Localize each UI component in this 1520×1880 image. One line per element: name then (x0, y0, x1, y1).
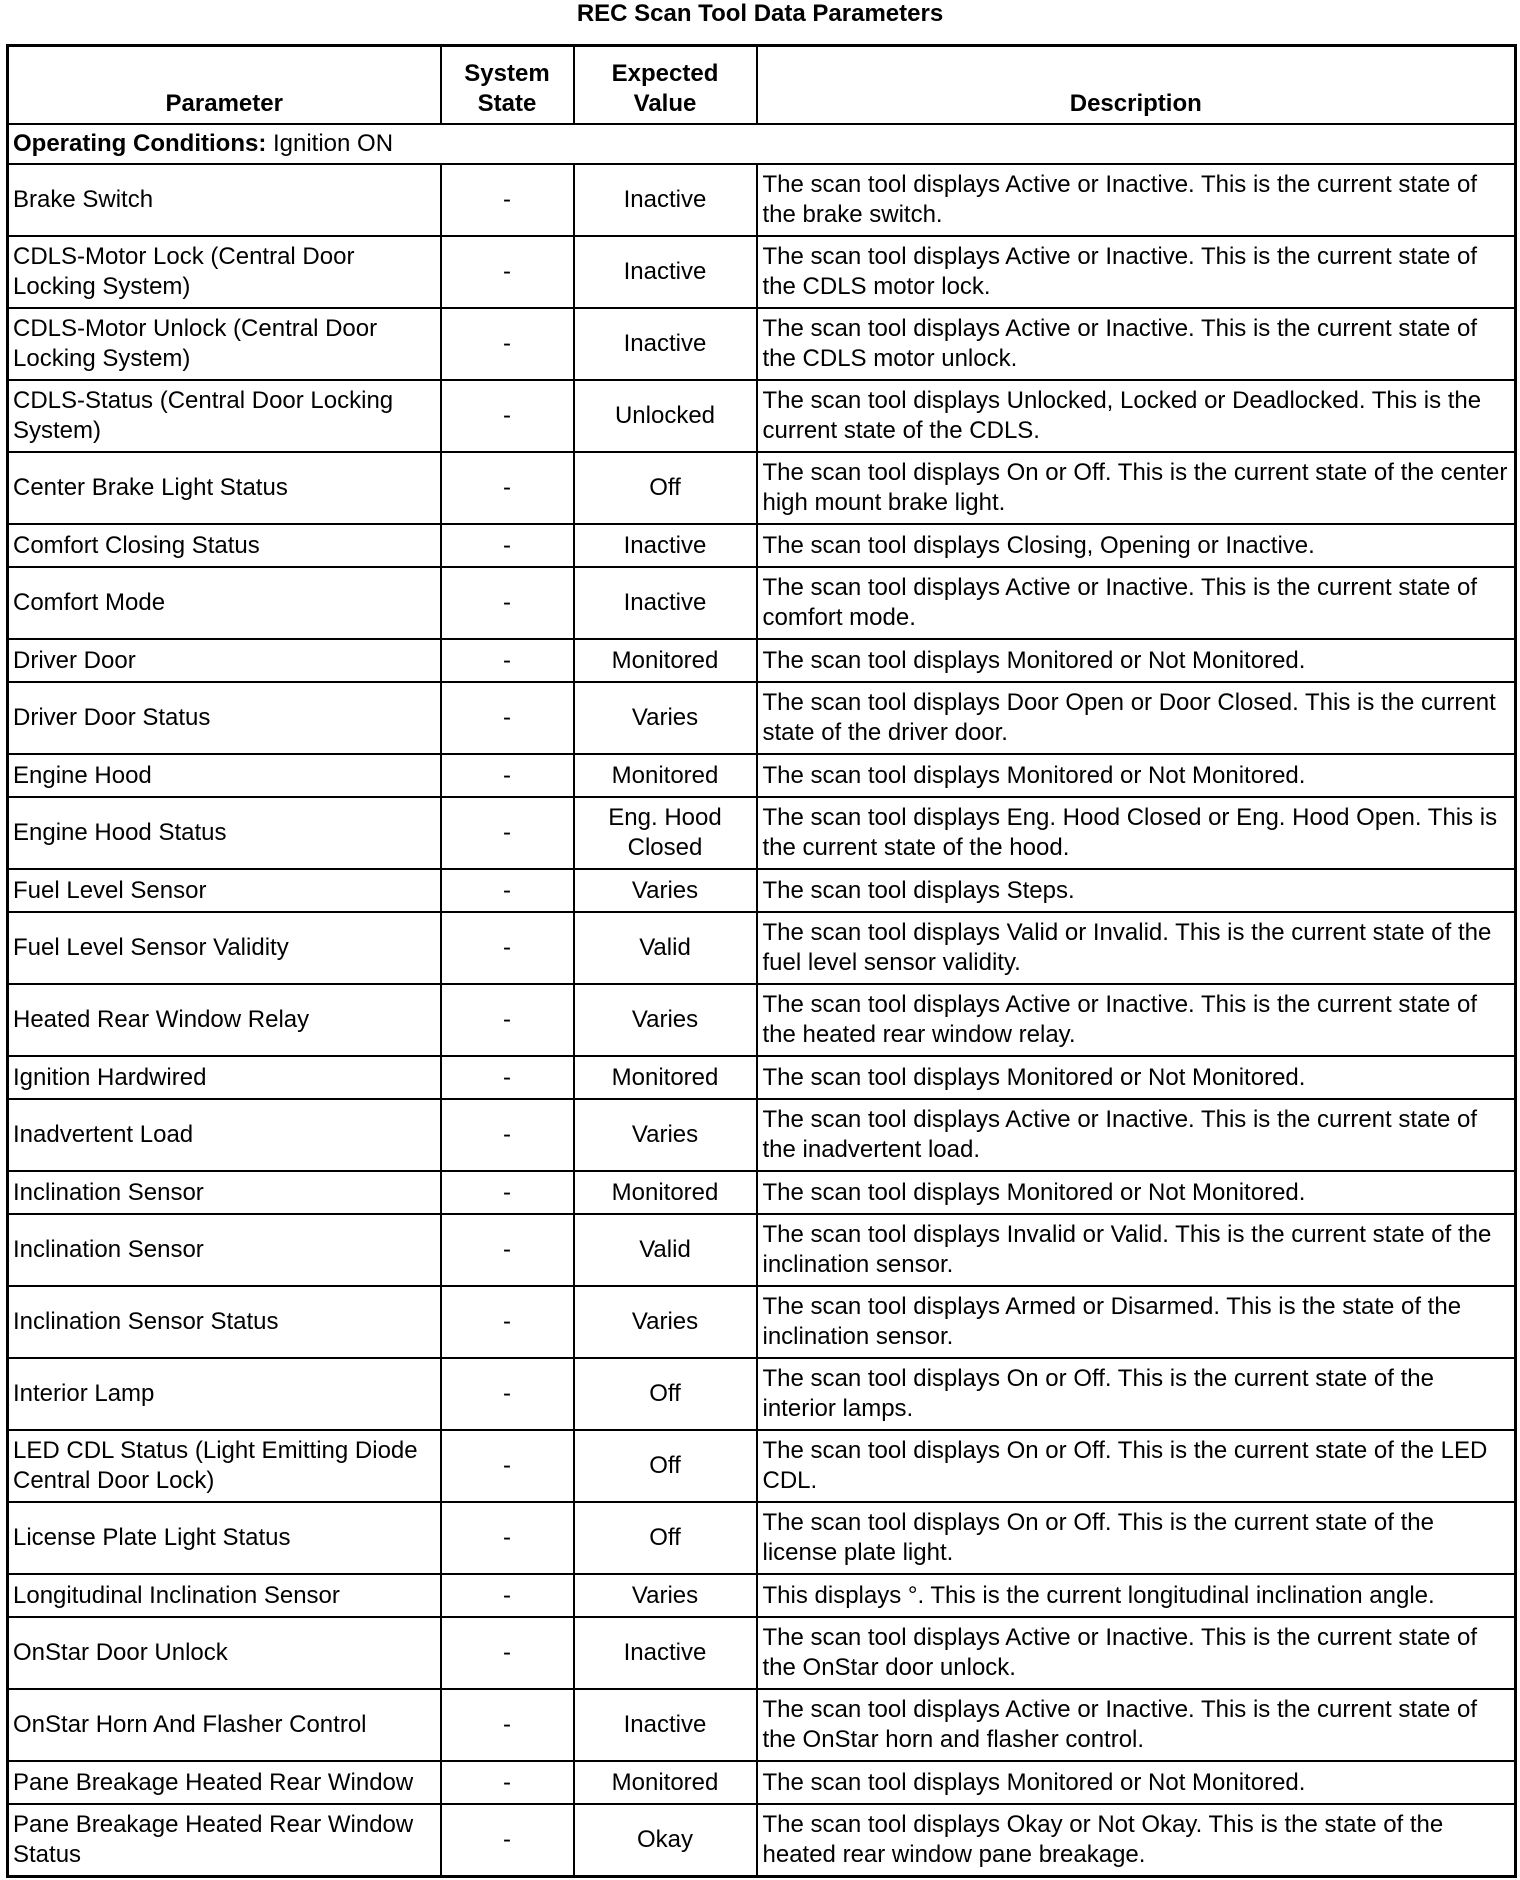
operating-conditions-row (8, 124, 1516, 164)
description-cell: The scan tool displays Active or Inactive. This is the current state of the OnStar horn and flasher control. (757, 1689, 1516, 1761)
system-state-cell: - (441, 754, 574, 797)
parameter-cell: Inclination Sensor (8, 1171, 441, 1214)
system-state-cell: - (441, 912, 574, 984)
table-row (8, 1214, 1516, 1286)
parameter-cell: Engine Hood (8, 754, 441, 797)
system-state-cell: - (441, 1761, 574, 1804)
description-cell: The scan tool displays Unlocked, Locked or Deadlocked. This is the current state of the CDLS. (757, 380, 1516, 452)
table-row (8, 1171, 1516, 1214)
description-cell: The scan tool displays Active or Inactive. This is the current state of the brake switch. (757, 164, 1516, 236)
expected-value-cell: Eng. Hood Closed (574, 797, 757, 869)
system-state-cell: - (441, 524, 574, 567)
parameter-cell: CDLS-Status (Central Door Locking System) (8, 380, 441, 452)
header-parameter: Parameter (8, 46, 441, 125)
expected-value-cell: Varies (574, 682, 757, 754)
system-state-cell: - (441, 1171, 574, 1214)
system-state-cell: - (441, 639, 574, 682)
system-state-cell: - (441, 308, 574, 380)
description-cell: The scan tool displays On or Off. This is the current state of the LED CDL. (757, 1430, 1516, 1502)
system-state-cell: - (441, 1502, 574, 1574)
parameter-cell: OnStar Horn And Flasher Control (8, 1689, 441, 1761)
system-state-cell: - (441, 984, 574, 1056)
description-cell: The scan tool displays Active or Inactive. This is the current state of the CDLS motor lock. (757, 236, 1516, 308)
system-state-cell: - (441, 1056, 574, 1099)
operating-conditions-label: Operating Conditions: (13, 130, 267, 157)
system-state-cell: - (441, 1358, 574, 1430)
table-row (8, 797, 1516, 869)
expected-value-cell: Varies (574, 1286, 757, 1358)
page-title: REC Scan Tool Data Parameters (576, 0, 944, 27)
parameter-cell: OnStar Door Unlock (8, 1617, 441, 1689)
table-row (8, 452, 1516, 524)
system-state-cell: - (441, 164, 574, 236)
parameter-cell: Driver Door (8, 639, 441, 682)
expected-value-cell: Monitored (574, 754, 757, 797)
parameter-cell: LED CDL Status (Light Emitting Diode Central Door Lock) (8, 1430, 441, 1502)
description-cell: The scan tool displays Monitored or Not Monitored. (757, 754, 1516, 797)
parameter-cell: Pane Breakage Heated Rear Window Status (8, 1804, 441, 1877)
parameter-cell: Longitudinal Inclination Sensor (8, 1574, 441, 1617)
expected-value-cell: Inactive (574, 236, 757, 308)
system-state-cell: - (441, 567, 574, 639)
expected-value-cell: Inactive (574, 524, 757, 567)
parameter-cell: Pane Breakage Heated Rear Window (8, 1761, 441, 1804)
system-state-cell: - (441, 682, 574, 754)
system-state-cell: - (441, 797, 574, 869)
parameter-cell: CDLS-Motor Lock (Central Door Locking System) (8, 236, 441, 308)
parameter-cell: Brake Switch (8, 164, 441, 236)
table-row (8, 1574, 1516, 1617)
expected-value-cell: Varies (574, 869, 757, 912)
table-row (8, 164, 1516, 236)
parameter-cell: Inclination Sensor (8, 1214, 441, 1286)
table-row (8, 380, 1516, 452)
table-row (8, 869, 1516, 912)
operating-conditions-cell (8, 124, 1516, 164)
table-row (8, 1099, 1516, 1171)
system-state-cell: - (441, 1099, 574, 1171)
table-header-row (8, 46, 1516, 125)
expected-value-cell: Varies (574, 1099, 757, 1171)
parameter-cell: Comfort Closing Status (8, 524, 441, 567)
description-cell: The scan tool displays On or Off. This is the current state of the license plate light. (757, 1502, 1516, 1574)
parameter-cell: Inadvertent Load (8, 1099, 441, 1171)
expected-value-cell: Varies (574, 1574, 757, 1617)
expected-value-cell: Off (574, 1430, 757, 1502)
operating-conditions-value: Ignition ON (272, 130, 394, 157)
table-row (8, 308, 1516, 380)
description-cell: The scan tool displays Active or Inactive. This is the current state of the OnStar door unlock. (757, 1617, 1516, 1689)
description-cell: The scan tool displays Valid or Invalid. This is the current state of the fuel level sensor validity. (757, 912, 1516, 984)
expected-value-cell: Off (574, 452, 757, 524)
header-system-state-line2: State (477, 90, 537, 117)
header-system-state (441, 46, 574, 125)
system-state-cell: - (441, 452, 574, 524)
expected-value-cell: Inactive (574, 567, 757, 639)
table-row (8, 682, 1516, 754)
table-row (8, 639, 1516, 682)
description-cell: The scan tool displays Steps. (757, 869, 1516, 912)
description-cell: The scan tool displays On or Off. This is the current state of the center high mount brake light. (757, 452, 1516, 524)
table-row (8, 912, 1516, 984)
header-description: Description (757, 46, 1516, 125)
description-cell: The scan tool displays Closing, Opening or Inactive. (757, 524, 1516, 567)
system-state-cell: - (441, 380, 574, 452)
parameter-cell: CDLS-Motor Unlock (Central Door Locking System) (8, 308, 441, 380)
system-state-cell: - (441, 1804, 574, 1877)
expected-value-cell: Inactive (574, 1617, 757, 1689)
table-row (8, 236, 1516, 308)
parameters-table (6, 44, 1517, 1878)
system-state-cell: - (441, 1214, 574, 1286)
description-cell: The scan tool displays Monitored or Not Monitored. (757, 639, 1516, 682)
description-cell: The scan tool displays Okay or Not Okay. This is the state of the heated rear window pane breakage. (757, 1804, 1516, 1877)
system-state-cell: - (441, 1430, 574, 1502)
table-row (8, 1761, 1516, 1804)
header-expected-value-line2: Value (633, 90, 697, 117)
system-state-cell: - (441, 236, 574, 308)
parameter-cell: Center Brake Light Status (8, 452, 441, 524)
system-state-cell: - (441, 869, 574, 912)
parameter-cell: Fuel Level Sensor (8, 869, 441, 912)
description-cell: The scan tool displays Door Open or Door Closed. This is the current state of the driver door. (757, 682, 1516, 754)
description-cell: The scan tool displays Armed or Disarmed. This is the state of the inclination sensor. (757, 1286, 1516, 1358)
parameter-cell: Fuel Level Sensor Validity (8, 912, 441, 984)
header-system-state-line1: System (464, 60, 550, 87)
description-cell: The scan tool displays Active or Inactive. This is the current state of the heated rear window relay. (757, 984, 1516, 1056)
expected-value-cell: Monitored (574, 1171, 757, 1214)
expected-value-cell: Monitored (574, 639, 757, 682)
table-row (8, 524, 1516, 567)
table-row (8, 1804, 1516, 1877)
table-row (8, 1056, 1516, 1099)
description-cell: The scan tool displays Active or Inactive. This is the current state of the inadvertent load. (757, 1099, 1516, 1171)
parameter-cell: Heated Rear Window Relay (8, 984, 441, 1056)
parameter-cell: Inclination Sensor Status (8, 1286, 441, 1358)
description-cell: The scan tool displays On or Off. This is the current state of the interior lamps. (757, 1358, 1516, 1430)
expected-value-cell: Off (574, 1358, 757, 1430)
table-row (8, 1286, 1516, 1358)
system-state-cell: - (441, 1617, 574, 1689)
description-cell: The scan tool displays Monitored or Not Monitored. (757, 1171, 1516, 1214)
table-row (8, 984, 1516, 1056)
table-row (8, 567, 1516, 639)
expected-value-cell: Inactive (574, 1689, 757, 1761)
table-body (8, 124, 1516, 1877)
expected-value-cell: Varies (574, 984, 757, 1056)
table-row (8, 1502, 1516, 1574)
expected-value-cell: Okay (574, 1804, 757, 1877)
expected-value-cell: Monitored (574, 1761, 757, 1804)
expected-value-cell: Monitored (574, 1056, 757, 1099)
expected-value-cell: Off (574, 1502, 757, 1574)
header-expected-value-line1: Expected (611, 60, 719, 87)
parameter-cell: Driver Door Status (8, 682, 441, 754)
table-row (8, 754, 1516, 797)
expected-value-cell: Valid (574, 912, 757, 984)
expected-value-cell: Inactive (574, 164, 757, 236)
description-cell: The scan tool displays Active or Inactive. This is the current state of the CDLS motor unlock. (757, 308, 1516, 380)
parameter-cell: Interior Lamp (8, 1358, 441, 1430)
table-row (8, 1617, 1516, 1689)
description-cell: The scan tool displays Invalid or Valid. This is the current state of the inclination sensor. (757, 1214, 1516, 1286)
parameter-cell: License Plate Light Status (8, 1502, 441, 1574)
table-row (8, 1689, 1516, 1761)
header-expected-value (574, 46, 757, 125)
description-cell: The scan tool displays Eng. Hood Closed or Eng. Hood Open. This is the current state of the hood. (757, 797, 1516, 869)
table-row (8, 1430, 1516, 1502)
system-state-cell: - (441, 1286, 574, 1358)
description-cell: This displays °. This is the current longitudinal inclination angle. (757, 1574, 1516, 1617)
description-cell: The scan tool displays Active or Inactive. This is the current state of comfort mode. (757, 567, 1516, 639)
table-row (8, 1358, 1516, 1430)
expected-value-cell: Inactive (574, 308, 757, 380)
parameter-cell: Comfort Mode (8, 567, 441, 639)
parameter-cell: Ignition Hardwired (8, 1056, 441, 1099)
expected-value-cell: Unlocked (574, 380, 757, 452)
description-cell: The scan tool displays Monitored or Not Monitored. (757, 1056, 1516, 1099)
expected-value-cell: Valid (574, 1214, 757, 1286)
system-state-cell: - (441, 1574, 574, 1617)
parameter-cell: Engine Hood Status (8, 797, 441, 869)
system-state-cell: - (441, 1689, 574, 1761)
description-cell: The scan tool displays Monitored or Not Monitored. (757, 1761, 1516, 1804)
